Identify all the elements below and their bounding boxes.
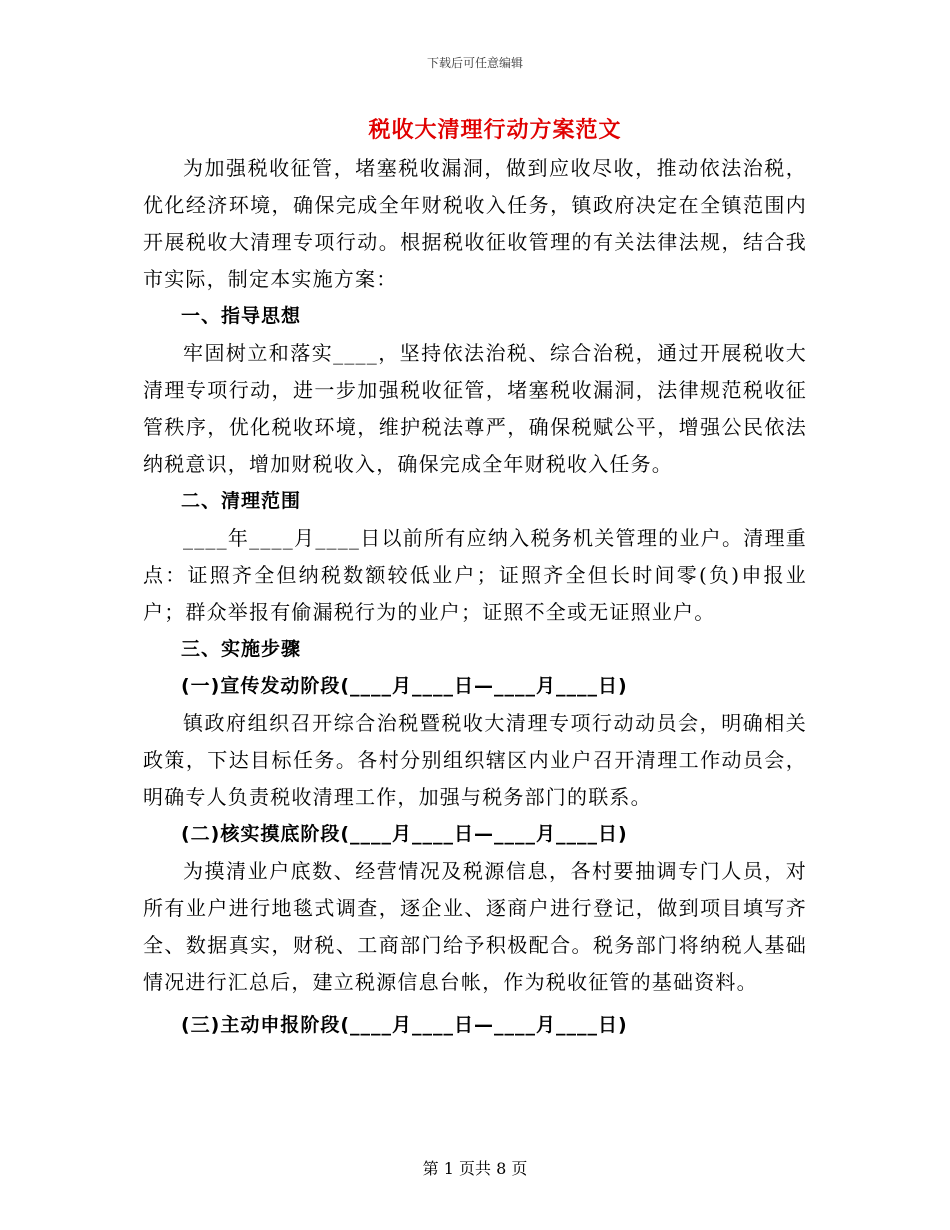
subsection-heading-verification: (二)核实摸底阶段(____月____日—____月____日) [181,823,628,845]
header-note: 下载后可任意编辑 [426,56,523,70]
subsection-heading-publicity: (一)宣传发动阶段(____月____日—____月____日) [181,675,628,697]
subsection-heading-declaration: (三)主动申报阶段(____月____日—____月____日) [181,1014,628,1036]
section-heading-steps: 三、实施步骤 [181,638,302,660]
section-heading-guiding-thought: 一、指导思想 [181,305,302,327]
paragraph-guiding-thought: 牢固树立和落实____，坚持依法治税、综合治税，通过开展税收大清理专项行动，进一步加强税收征管，堵塞税收漏洞，法律规范税收征管秩序，优化税收环境，维护税法尊严，确保税赋公平，增强公民依法纳税意识，增加财税收入，确保完成全年财税收入任务。 [143,341,807,476]
document-title: 税收大清理行动方案范文 [368,117,622,143]
document-body [143,150,807,1044]
paragraph-verification: 为摸清业户底数、经营情况及税源信息，各村要抽调专门人员，对所有业户进行地毯式调查，逐企业、逐商户进行登记，做到项目填写齐全、数据真实，财税、工商部门给予积极配合。税务部门将纳税人基础情况进行汇总后，建立税源信息台帐，作为税收征管的基础资料。 [143,859,807,994]
paragraph-intro: 为加强税收征管，堵塞税收漏洞，做到应收尽收，推动依法治税，优化经济环境，确保完成全年财税收入任务，镇政府决定在全镇范围内开展税收大清理专项行动。根据税收征收管理的有关法律法规，结合我市实际，制定本实施方案： [143,156,807,291]
section-heading-scope: 二、清理范围 [181,490,302,512]
paragraph-publicity: 镇政府组织召开综合治税暨税收大清理专项行动动员会，明确相关政策，下达目标任务。各村分别组织辖区内业户召开清理工作动员会，明确专人负责税收清理工作，加强与税务部门的联系。 [143,711,807,809]
paragraph-scope: ____年____月____日以前所有应纳入税务机关管理的业户。清理重点：证照齐全但纳税数额较低业户；证照齐全但长时间零(负)申报业户；群众举报有偷漏税行为的业户；证照不全或无证照业户。 [143,526,807,624]
page-number-footer: 第 1 页共 8 页 [422,1159,528,1178]
